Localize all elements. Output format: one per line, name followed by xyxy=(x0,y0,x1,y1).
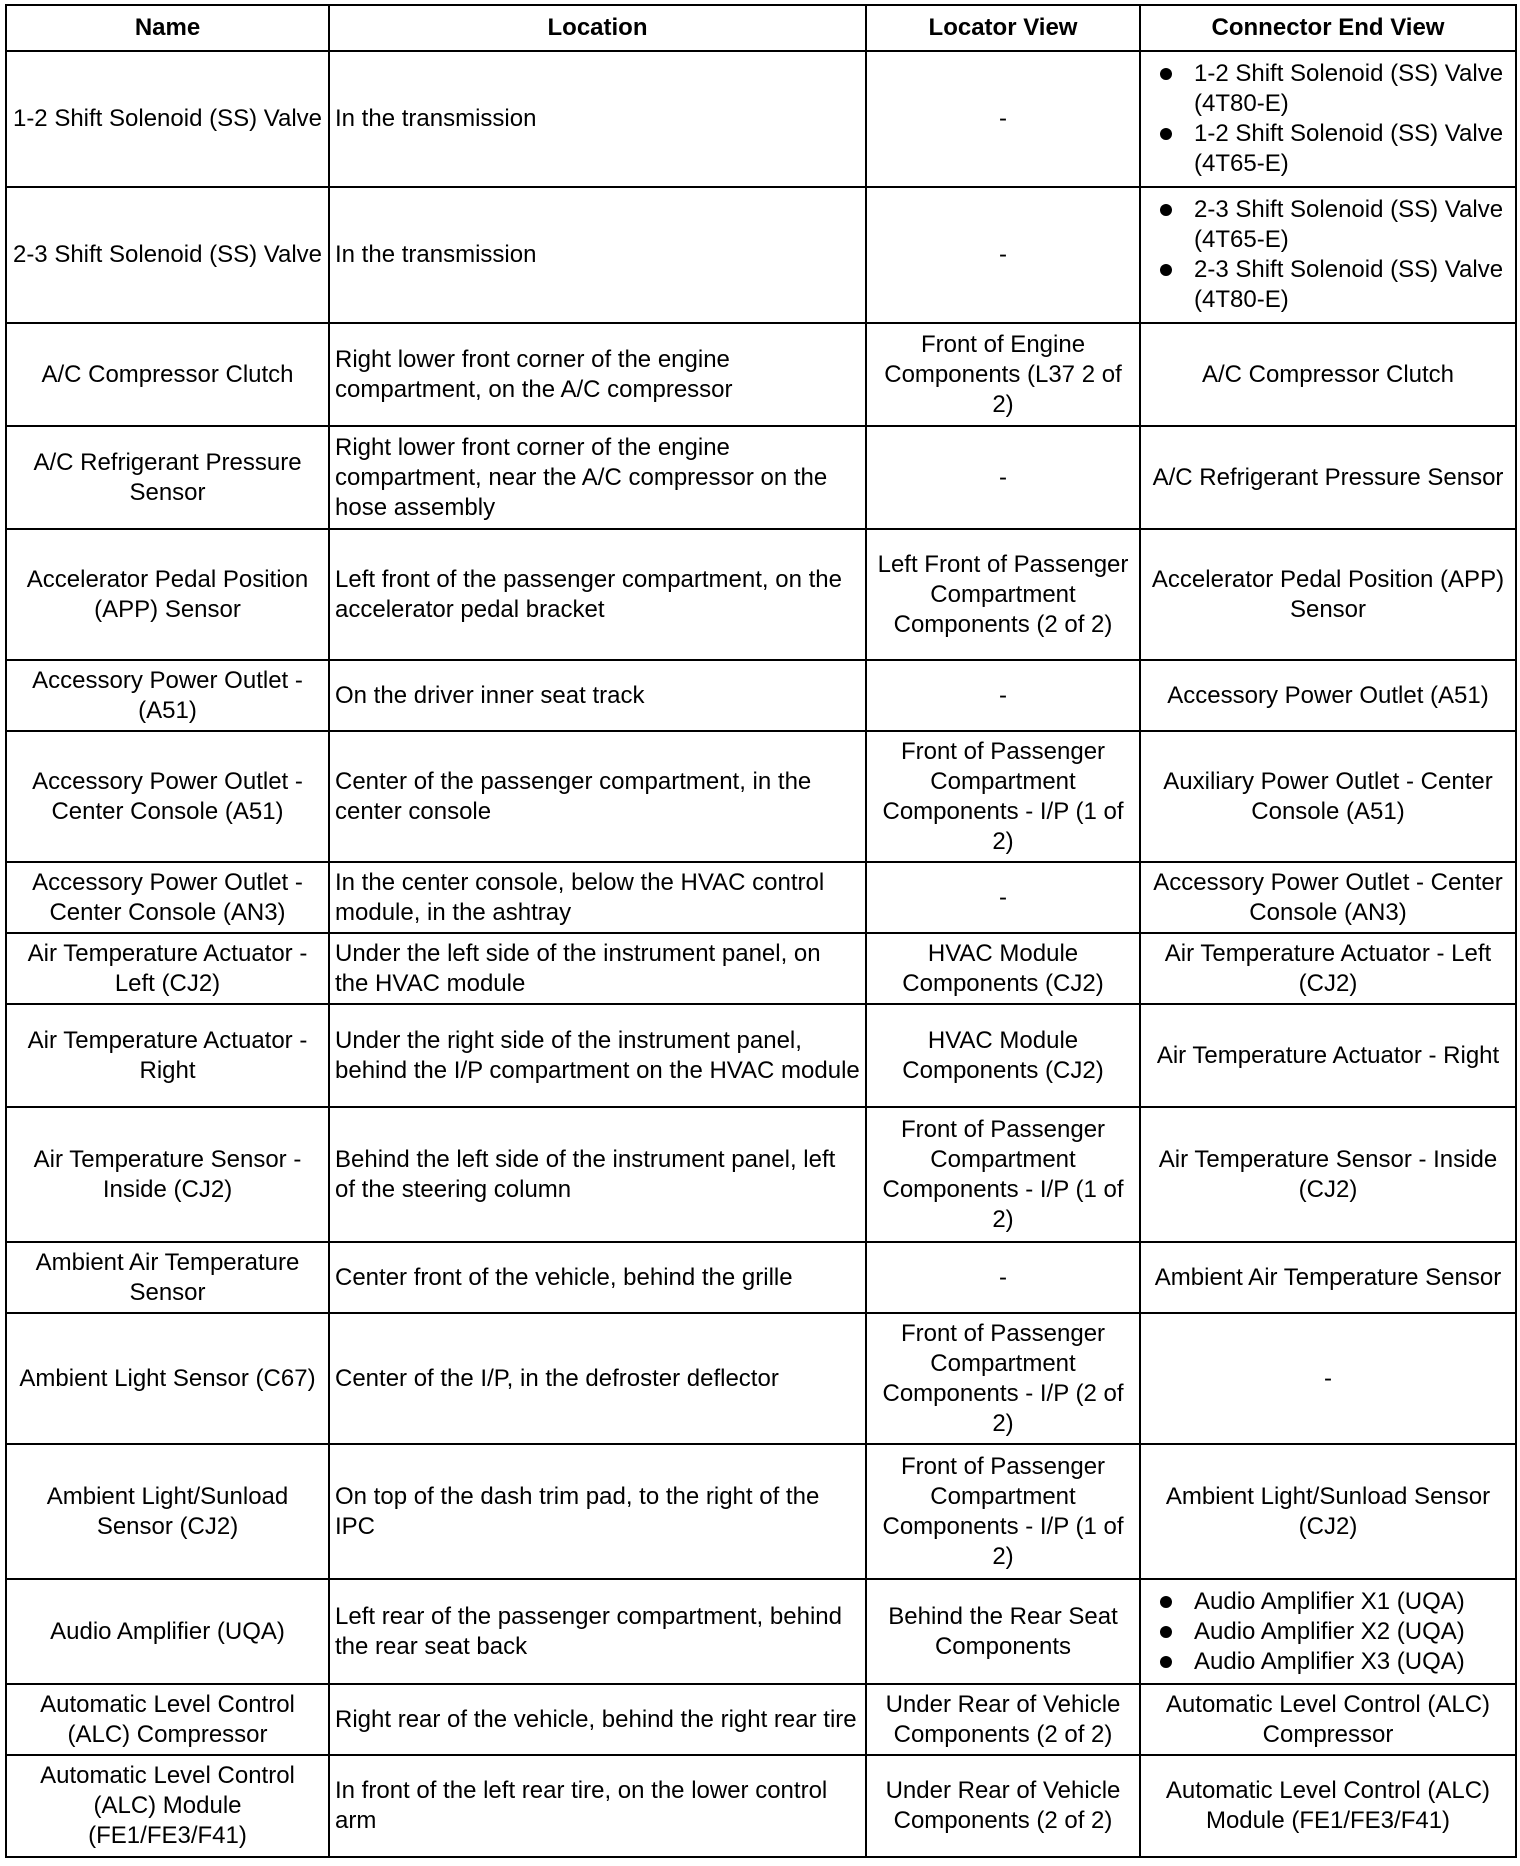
cell-location: Under the right side of the instrument panel, behind the I/P compartment on the HVAC module xyxy=(329,1004,866,1107)
cell-connector-end-view: Auxiliary Power Outlet - Center Console (A51) xyxy=(1140,731,1516,862)
cell-connector-end-view: - xyxy=(1140,1313,1516,1444)
connector-list xyxy=(1146,195,1510,315)
table-row xyxy=(6,323,1516,426)
table-row xyxy=(6,1579,1516,1684)
cell-connector-end-view xyxy=(1140,51,1516,187)
cell-name: Accessory Power Outlet - Center Console (A51) xyxy=(6,731,329,862)
connector-list xyxy=(1146,59,1510,179)
table-row xyxy=(6,426,1516,529)
connector-list-item: Audio Amplifier X3 (UQA) xyxy=(1194,1647,1510,1677)
cell-connector-end-view: Ambient Light/Sunload Sensor (CJ2) xyxy=(1140,1444,1516,1579)
cell-locator-view: - xyxy=(866,187,1140,323)
cell-location: Under the left side of the instrument panel, on the HVAC module xyxy=(329,933,866,1004)
cell-name: Ambient Light/Sunload Sensor (CJ2) xyxy=(6,1444,329,1579)
cell-locator-view: - xyxy=(866,426,1140,529)
connector-list-item: Audio Amplifier X1 (UQA) xyxy=(1194,1587,1510,1617)
cell-locator-view: HVAC Module Components (CJ2) xyxy=(866,933,1140,1004)
table-body xyxy=(6,51,1516,1857)
cell-connector-end-view: Accelerator Pedal Position (APP) Sensor xyxy=(1140,529,1516,660)
cell-connector-end-view: Air Temperature Sensor - Inside (CJ2) xyxy=(1140,1107,1516,1242)
header-location: Location xyxy=(329,5,866,51)
cell-name: Air Temperature Sensor - Inside (CJ2) xyxy=(6,1107,329,1242)
cell-location: Right lower front corner of the engine compartment, on the A/C compressor xyxy=(329,323,866,426)
connector-list xyxy=(1146,1587,1510,1677)
cell-locator-view: Front of Engine Components (L37 2 of 2) xyxy=(866,323,1140,426)
cell-locator-view: - xyxy=(866,660,1140,731)
cell-connector-end-view: Automatic Level Control (ALC) Compressor xyxy=(1140,1684,1516,1755)
cell-connector-end-view: Ambient Air Temperature Sensor xyxy=(1140,1242,1516,1313)
table-row xyxy=(6,1313,1516,1444)
cell-name: A/C Refrigerant Pressure Sensor xyxy=(6,426,329,529)
table-row xyxy=(6,1107,1516,1242)
cell-location: Center of the I/P, in the defroster deflector xyxy=(329,1313,866,1444)
cell-location: In the transmission xyxy=(329,187,866,323)
cell-locator-view: Under Rear of Vehicle Components (2 of 2) xyxy=(866,1755,1140,1857)
cell-connector-end-view: A/C Compressor Clutch xyxy=(1140,323,1516,426)
header-connector-end-view: Connector End View xyxy=(1140,5,1516,51)
connector-list-item: Audio Amplifier X2 (UQA) xyxy=(1194,1617,1510,1647)
table-row xyxy=(6,1755,1516,1857)
cell-connector-end-view: Air Temperature Actuator - Left (CJ2) xyxy=(1140,933,1516,1004)
cell-location: In the center console, below the HVAC control module, in the ashtray xyxy=(329,862,866,933)
cell-connector-end-view: Accessory Power Outlet - Center Console (AN3) xyxy=(1140,862,1516,933)
cell-locator-view: - xyxy=(866,51,1140,187)
cell-name: Accessory Power Outlet - (A51) xyxy=(6,660,329,731)
cell-location: Center front of the vehicle, behind the grille xyxy=(329,1242,866,1313)
table-row xyxy=(6,731,1516,862)
cell-name: Air Temperature Actuator - Right xyxy=(6,1004,329,1107)
cell-location: Behind the left side of the instrument panel, left of the steering column xyxy=(329,1107,866,1242)
cell-name: Accelerator Pedal Position (APP) Sensor xyxy=(6,529,329,660)
connector-list-item: 2-3 Shift Solenoid (SS) Valve (4T80-E) xyxy=(1194,255,1510,315)
cell-locator-view: - xyxy=(866,862,1140,933)
cell-name: Ambient Light Sensor (C67) xyxy=(6,1313,329,1444)
cell-locator-view: Left Front of Passenger Compartment Components (2 of 2) xyxy=(866,529,1140,660)
table-row xyxy=(6,1684,1516,1755)
cell-location: Right lower front corner of the engine compartment, near the A/C compressor on the hose assembly xyxy=(329,426,866,529)
cell-location: In the transmission xyxy=(329,51,866,187)
connector-list-item: 1-2 Shift Solenoid (SS) Valve (4T80-E) xyxy=(1194,59,1510,119)
cell-connector-end-view: Accessory Power Outlet (A51) xyxy=(1140,660,1516,731)
cell-name: 1-2 Shift Solenoid (SS) Valve xyxy=(6,51,329,187)
cell-name: Ambient Air Temperature Sensor xyxy=(6,1242,329,1313)
cell-name: Air Temperature Actuator - Left (CJ2) xyxy=(6,933,329,1004)
cell-location: In front of the left rear tire, on the lower control arm xyxy=(329,1755,866,1857)
cell-location: On the driver inner seat track xyxy=(329,660,866,731)
table-row xyxy=(6,1004,1516,1107)
component-locator-table xyxy=(5,4,1517,1858)
table-row xyxy=(6,660,1516,731)
cell-location: Left rear of the passenger compartment, behind the rear seat back xyxy=(329,1579,866,1684)
cell-locator-view: - xyxy=(866,1242,1140,1313)
cell-locator-view: Front of Passenger Compartment Components - I/P (1 of 2) xyxy=(866,1107,1140,1242)
cell-connector-end-view: Automatic Level Control (ALC) Module (FE1/FE3/F41) xyxy=(1140,1755,1516,1857)
cell-name: Automatic Level Control (ALC) Module (FE1/FE3/F41) xyxy=(6,1755,329,1857)
header-locator-view: Locator View xyxy=(866,5,1140,51)
cell-location: Left front of the passenger compartment, on the accelerator pedal bracket xyxy=(329,529,866,660)
component-locator-table-wrapper xyxy=(5,4,1515,1858)
table-row xyxy=(6,187,1516,323)
table-row xyxy=(6,1242,1516,1313)
table-row xyxy=(6,51,1516,187)
cell-location: Right rear of the vehicle, behind the right rear tire xyxy=(329,1684,866,1755)
cell-connector-end-view: A/C Refrigerant Pressure Sensor xyxy=(1140,426,1516,529)
cell-locator-view: Front of Passenger Compartment Components - I/P (2 of 2) xyxy=(866,1313,1140,1444)
cell-locator-view: Behind the Rear Seat Components xyxy=(866,1579,1140,1684)
header-name: Name xyxy=(6,5,329,51)
table-row xyxy=(6,933,1516,1004)
cell-locator-view: HVAC Module Components (CJ2) xyxy=(866,1004,1140,1107)
cell-name: Accessory Power Outlet - Center Console (AN3) xyxy=(6,862,329,933)
cell-connector-end-view xyxy=(1140,1579,1516,1684)
cell-location: On top of the dash trim pad, to the right of the IPC xyxy=(329,1444,866,1579)
table-header-row xyxy=(6,5,1516,51)
connector-list-item: 2-3 Shift Solenoid (SS) Valve (4T65-E) xyxy=(1194,195,1510,255)
cell-connector-end-view: Air Temperature Actuator - Right xyxy=(1140,1004,1516,1107)
cell-name: Automatic Level Control (ALC) Compressor xyxy=(6,1684,329,1755)
connector-list-item: 1-2 Shift Solenoid (SS) Valve (4T65-E) xyxy=(1194,119,1510,179)
cell-locator-view: Front of Passenger Compartment Components - I/P (1 of 2) xyxy=(866,731,1140,862)
table-row xyxy=(6,529,1516,660)
cell-name: 2-3 Shift Solenoid (SS) Valve xyxy=(6,187,329,323)
cell-locator-view: Under Rear of Vehicle Components (2 of 2) xyxy=(866,1684,1140,1755)
cell-locator-view: Front of Passenger Compartment Components - I/P (1 of 2) xyxy=(866,1444,1140,1579)
cell-location: Center of the passenger compartment, in the center console xyxy=(329,731,866,862)
cell-connector-end-view xyxy=(1140,187,1516,323)
table-row xyxy=(6,862,1516,933)
table-row xyxy=(6,1444,1516,1579)
cell-name: A/C Compressor Clutch xyxy=(6,323,329,426)
cell-name: Audio Amplifier (UQA) xyxy=(6,1579,329,1684)
